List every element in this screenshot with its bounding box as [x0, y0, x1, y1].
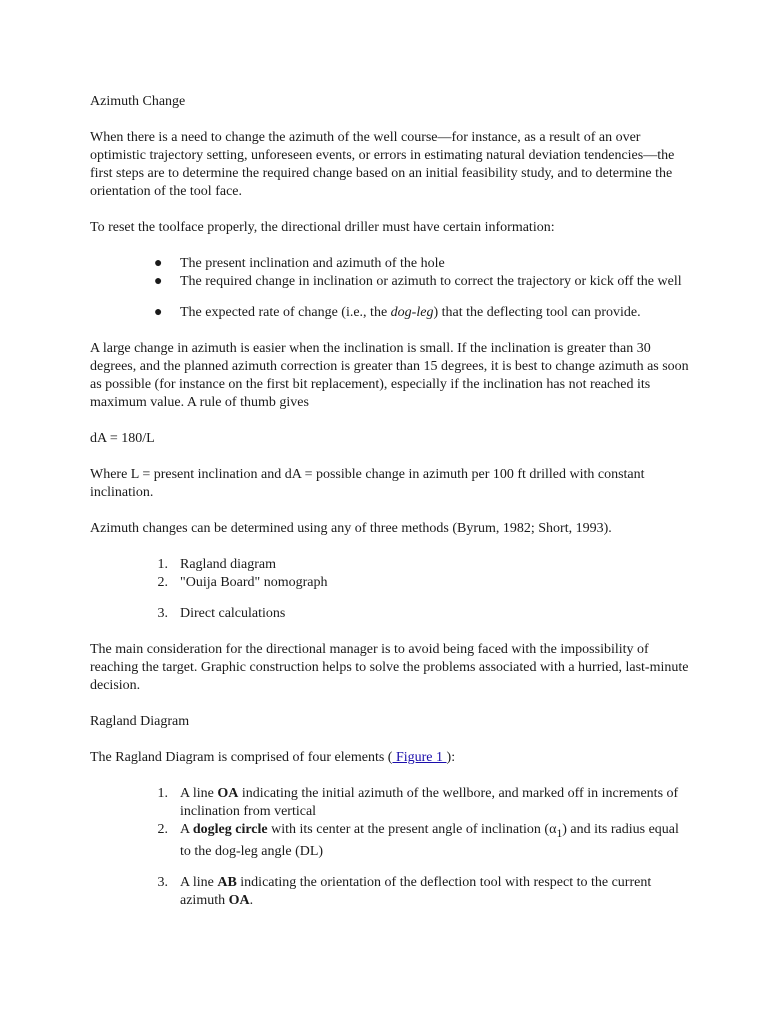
emphasis-dog-leg: dog-leg	[390, 305, 434, 320]
list-item-text: A dogleg circle with its center at the present angle of inclination $(\alpha_1)$ and its radius equal to the dog-leg angle (DL)	[180, 822, 679, 859]
list-item-text: A line OA indicating the initial azimuth of the wellbore, and marked off in increments of inclination from vertical	[180, 786, 679, 819]
elements-list	[90, 785, 690, 910]
paragraph-large-change: A large change in azimuth is easier when the inclination is small. If the inclination is greater than 30 degrees, and the planned azimuth correction is greater than 15 degrees, it is best to change azimuth as soon as possible (for instance on the first bit replacement), especially if the inclination has not reached its maximum value. A rule of thumb gives	[90, 341, 689, 410]
list-item	[90, 874, 690, 910]
figure-1-link[interactable]: Figure 1	[392, 750, 447, 765]
methods-list	[90, 556, 690, 623]
list-item-text: The required change in inclination or azimuth to correct the trajectory or kick off the well	[180, 274, 682, 289]
list-item-text: Direct calculations	[180, 606, 286, 621]
list-item	[90, 821, 690, 861]
list-number: 3.	[157, 606, 168, 621]
bullet-icon: ●	[154, 305, 163, 320]
formula: dA = 180/L	[90, 431, 155, 446]
paragraph-methods: Azimuth changes can be determined using any of three methods (Byrum, 1982; Short, 1993).	[90, 521, 612, 536]
list-item-text: The present inclination and azimuth of the hole	[180, 256, 445, 271]
paragraph-definitions: Where L = present inclination and dA = possible change in azimuth per 100 ft drilled with constant inclination.	[90, 467, 645, 500]
list-number: 2.	[157, 575, 168, 590]
list-item	[90, 273, 690, 291]
paragraph-intro: When there is a need to change the azimuth of the well course—for instance, as a result of an over optimistic trajectory setting, unforeseen events, or errors in estimating natural deviation tendencies—the first steps are to determine the required change based on an initial feasibility study, and to determine the orientation of the tool face.	[90, 130, 675, 199]
document-body	[90, 93, 690, 910]
list-item-text: "Ouija Board" nomograph	[180, 575, 328, 590]
bullet-icon: ●	[154, 256, 163, 271]
list-item	[90, 556, 690, 574]
paragraph-main-consideration: The main consideration for the directional manager is to avoid being faced with the impossibility of reaching the target. Graphic construction helps to solve the problems associated with a hurried, last-minute decision.	[90, 642, 689, 693]
list-item	[90, 574, 690, 592]
bullet-icon: ●	[154, 274, 163, 289]
paragraph-toolface: To reset the toolface properly, the directional driller must have certain information:	[90, 220, 555, 235]
list-item	[90, 605, 690, 623]
list-number: 1.	[157, 557, 168, 572]
info-bullet-list	[90, 255, 690, 322]
list-item-text: A line AB indicating the orientation of the deflection tool with respect to the current azimuth OA.	[180, 874, 652, 908]
list-number: 3.	[157, 874, 168, 890]
list-item-text: Ragland diagram	[180, 557, 277, 572]
list-item	[90, 304, 690, 322]
list-number: 1.	[157, 786, 168, 801]
list-item	[90, 785, 690, 821]
list-item-text: The expected rate of change (i.e., the dog-leg) that the deflecting tool can provide.	[180, 305, 641, 320]
paragraph-ragland-elements: The Ragland Diagram is comprised of four elements ( Figure 1 ):	[90, 750, 456, 765]
list-item	[90, 255, 690, 273]
list-number: 2.	[157, 822, 168, 837]
section-heading-azimuth-change: Azimuth Change	[90, 94, 186, 109]
section-heading-ragland-diagram: Ragland Diagram	[90, 714, 190, 729]
